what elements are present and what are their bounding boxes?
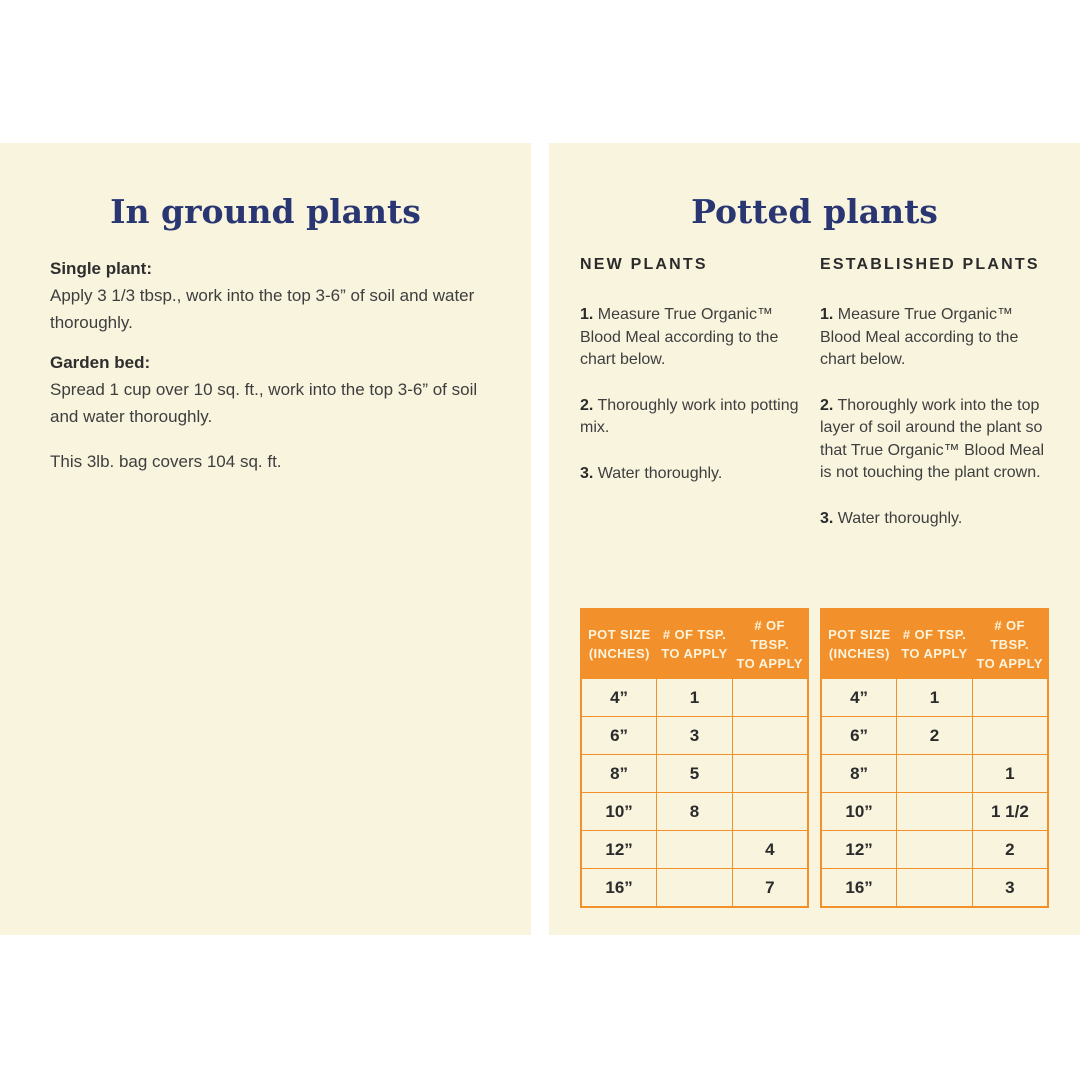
tsp-cell: 1 — [657, 679, 733, 717]
step-number: 2. — [820, 396, 834, 414]
header-line: # OF TSP. — [902, 627, 967, 642]
table-header — [821, 609, 1048, 679]
table-row — [581, 793, 808, 831]
tbsp-cell — [732, 717, 808, 755]
tsp-header — [897, 609, 973, 679]
tbsp-cell: 3 — [972, 869, 1048, 908]
table-row — [821, 755, 1048, 793]
step-number: 1. — [820, 306, 834, 323]
table-row — [821, 793, 1048, 831]
new-plants-heading: NEW PLANTS — [580, 256, 708, 273]
pot-size-cell: 8” — [821, 755, 897, 793]
in-ground-panel — [0, 143, 531, 935]
new-step-2 — [580, 395, 813, 440]
header-line: (INCHES) — [828, 646, 890, 661]
pot-size-cell: 4” — [821, 679, 897, 717]
est-step-3 — [820, 508, 1053, 531]
pot-size-header — [821, 609, 897, 679]
single-plant-label: Single plant: — [50, 259, 152, 278]
tbsp-cell: 4 — [732, 831, 808, 869]
tbsp-cell — [732, 755, 808, 793]
header-line: POT SIZE — [828, 627, 891, 642]
step-number: 3. — [580, 464, 594, 482]
tbsp-cell: 2 — [972, 831, 1048, 869]
step-text: Thoroughly work into the top layer of soil around the plant so that True Organic™ Blood Meal is not touching the plant crown. — [820, 396, 1045, 481]
garden-bed-label: Garden bed: — [50, 353, 151, 372]
step-text: Thoroughly work into potting mix. — [580, 396, 799, 436]
step-number: 3. — [820, 509, 834, 527]
table-row — [581, 831, 808, 869]
established-plants-column — [820, 255, 1053, 553]
pot-size-cell: 8” — [581, 755, 657, 793]
step-text: Water thoroughly. — [837, 509, 963, 527]
new-step-1 — [580, 304, 813, 372]
pot-size-cell: 12” — [581, 831, 657, 869]
tsp-cell: 3 — [657, 717, 733, 755]
potted-panel — [549, 143, 1080, 935]
pot-size-cell: 10” — [821, 793, 897, 831]
step-text: Measure True Organic™ Blood Meal according to the chart below. — [580, 306, 779, 368]
table-row — [581, 755, 808, 793]
pot-size-cell: 16” — [821, 869, 897, 908]
step-number: 2. — [580, 396, 594, 414]
new-step-3 — [580, 463, 813, 486]
header-line: # OF TBSP. — [990, 617, 1029, 652]
table-row — [581, 869, 808, 908]
pot-size-cell: 12” — [821, 831, 897, 869]
new-plants-dosage-table — [580, 608, 809, 908]
tbsp-header — [972, 609, 1048, 679]
header-line: TO APPLY — [661, 646, 728, 661]
tsp-cell — [657, 831, 733, 869]
coverage-note: This 3lb. bag covers 104 sq. ft. — [50, 452, 282, 471]
pot-size-cell: 10” — [581, 793, 657, 831]
tbsp-cell: 1 1/2 — [972, 793, 1048, 831]
est-step-1 — [820, 304, 1053, 372]
tsp-cell: 8 — [657, 793, 733, 831]
tbsp-cell — [732, 679, 808, 717]
table-header-row — [821, 609, 1048, 679]
est-step-2 — [820, 395, 1053, 485]
pot-size-cell: 4” — [581, 679, 657, 717]
tsp-cell — [897, 869, 973, 908]
header-line: POT SIZE — [588, 627, 651, 642]
in-ground-instructions — [50, 255, 497, 488]
garden-bed-paragraph — [50, 349, 497, 430]
header-line: # OF TSP. — [662, 627, 727, 642]
step-text: Water thoroughly. — [597, 464, 723, 482]
step-number: 1. — [580, 306, 594, 323]
table-header-row — [581, 609, 808, 679]
header-line: TO APPLY — [976, 655, 1043, 671]
tsp-cell — [897, 793, 973, 831]
tsp-header — [657, 609, 733, 679]
tsp-cell: 5 — [657, 755, 733, 793]
header-line: # OF TBSP. — [750, 617, 789, 652]
table-row — [581, 679, 808, 717]
tsp-cell — [657, 869, 733, 908]
tbsp-header — [732, 609, 808, 679]
potted-title: Potted plants — [691, 192, 938, 231]
table-row — [821, 679, 1048, 717]
table-row — [821, 869, 1048, 908]
established-plants-heading: ESTABLISHED PLANTS — [820, 256, 1040, 273]
table-header — [581, 609, 808, 679]
single-plant-paragraph — [50, 255, 497, 336]
pot-size-cell: 6” — [821, 717, 897, 755]
tsp-cell: 2 — [897, 717, 973, 755]
garden-bed-body: Spread 1 cup over 10 sq. ft., work into the top 3-6” of soil and water thoroughly. — [50, 380, 478, 426]
pot-size-cell: 16” — [581, 869, 657, 908]
table-row — [581, 717, 808, 755]
pot-size-header — [581, 609, 657, 679]
tbsp-cell — [972, 717, 1048, 755]
table-row — [821, 831, 1048, 869]
tsp-cell — [897, 755, 973, 793]
pot-size-cell: 6” — [581, 717, 657, 755]
tbsp-cell — [732, 793, 808, 831]
header-line: TO APPLY — [901, 646, 968, 661]
tbsp-cell — [972, 679, 1048, 717]
table-row — [821, 717, 1048, 755]
tbsp-cell: 1 — [972, 755, 1048, 793]
new-plants-column — [580, 255, 813, 508]
single-plant-body: Apply 3 1/3 tbsp., work into the top 3-6” of soil and water thoroughly. — [50, 286, 475, 332]
header-line: TO APPLY — [736, 655, 803, 671]
tsp-cell: 1 — [897, 679, 973, 717]
header-line: (INCHES) — [588, 646, 650, 661]
step-text: Measure True Organic™ Blood Meal according to the chart below. — [820, 306, 1019, 368]
tsp-cell — [897, 831, 973, 869]
in-ground-title: In ground plants — [110, 192, 421, 231]
established-plants-dosage-table — [820, 608, 1049, 908]
tbsp-cell: 7 — [732, 869, 808, 908]
